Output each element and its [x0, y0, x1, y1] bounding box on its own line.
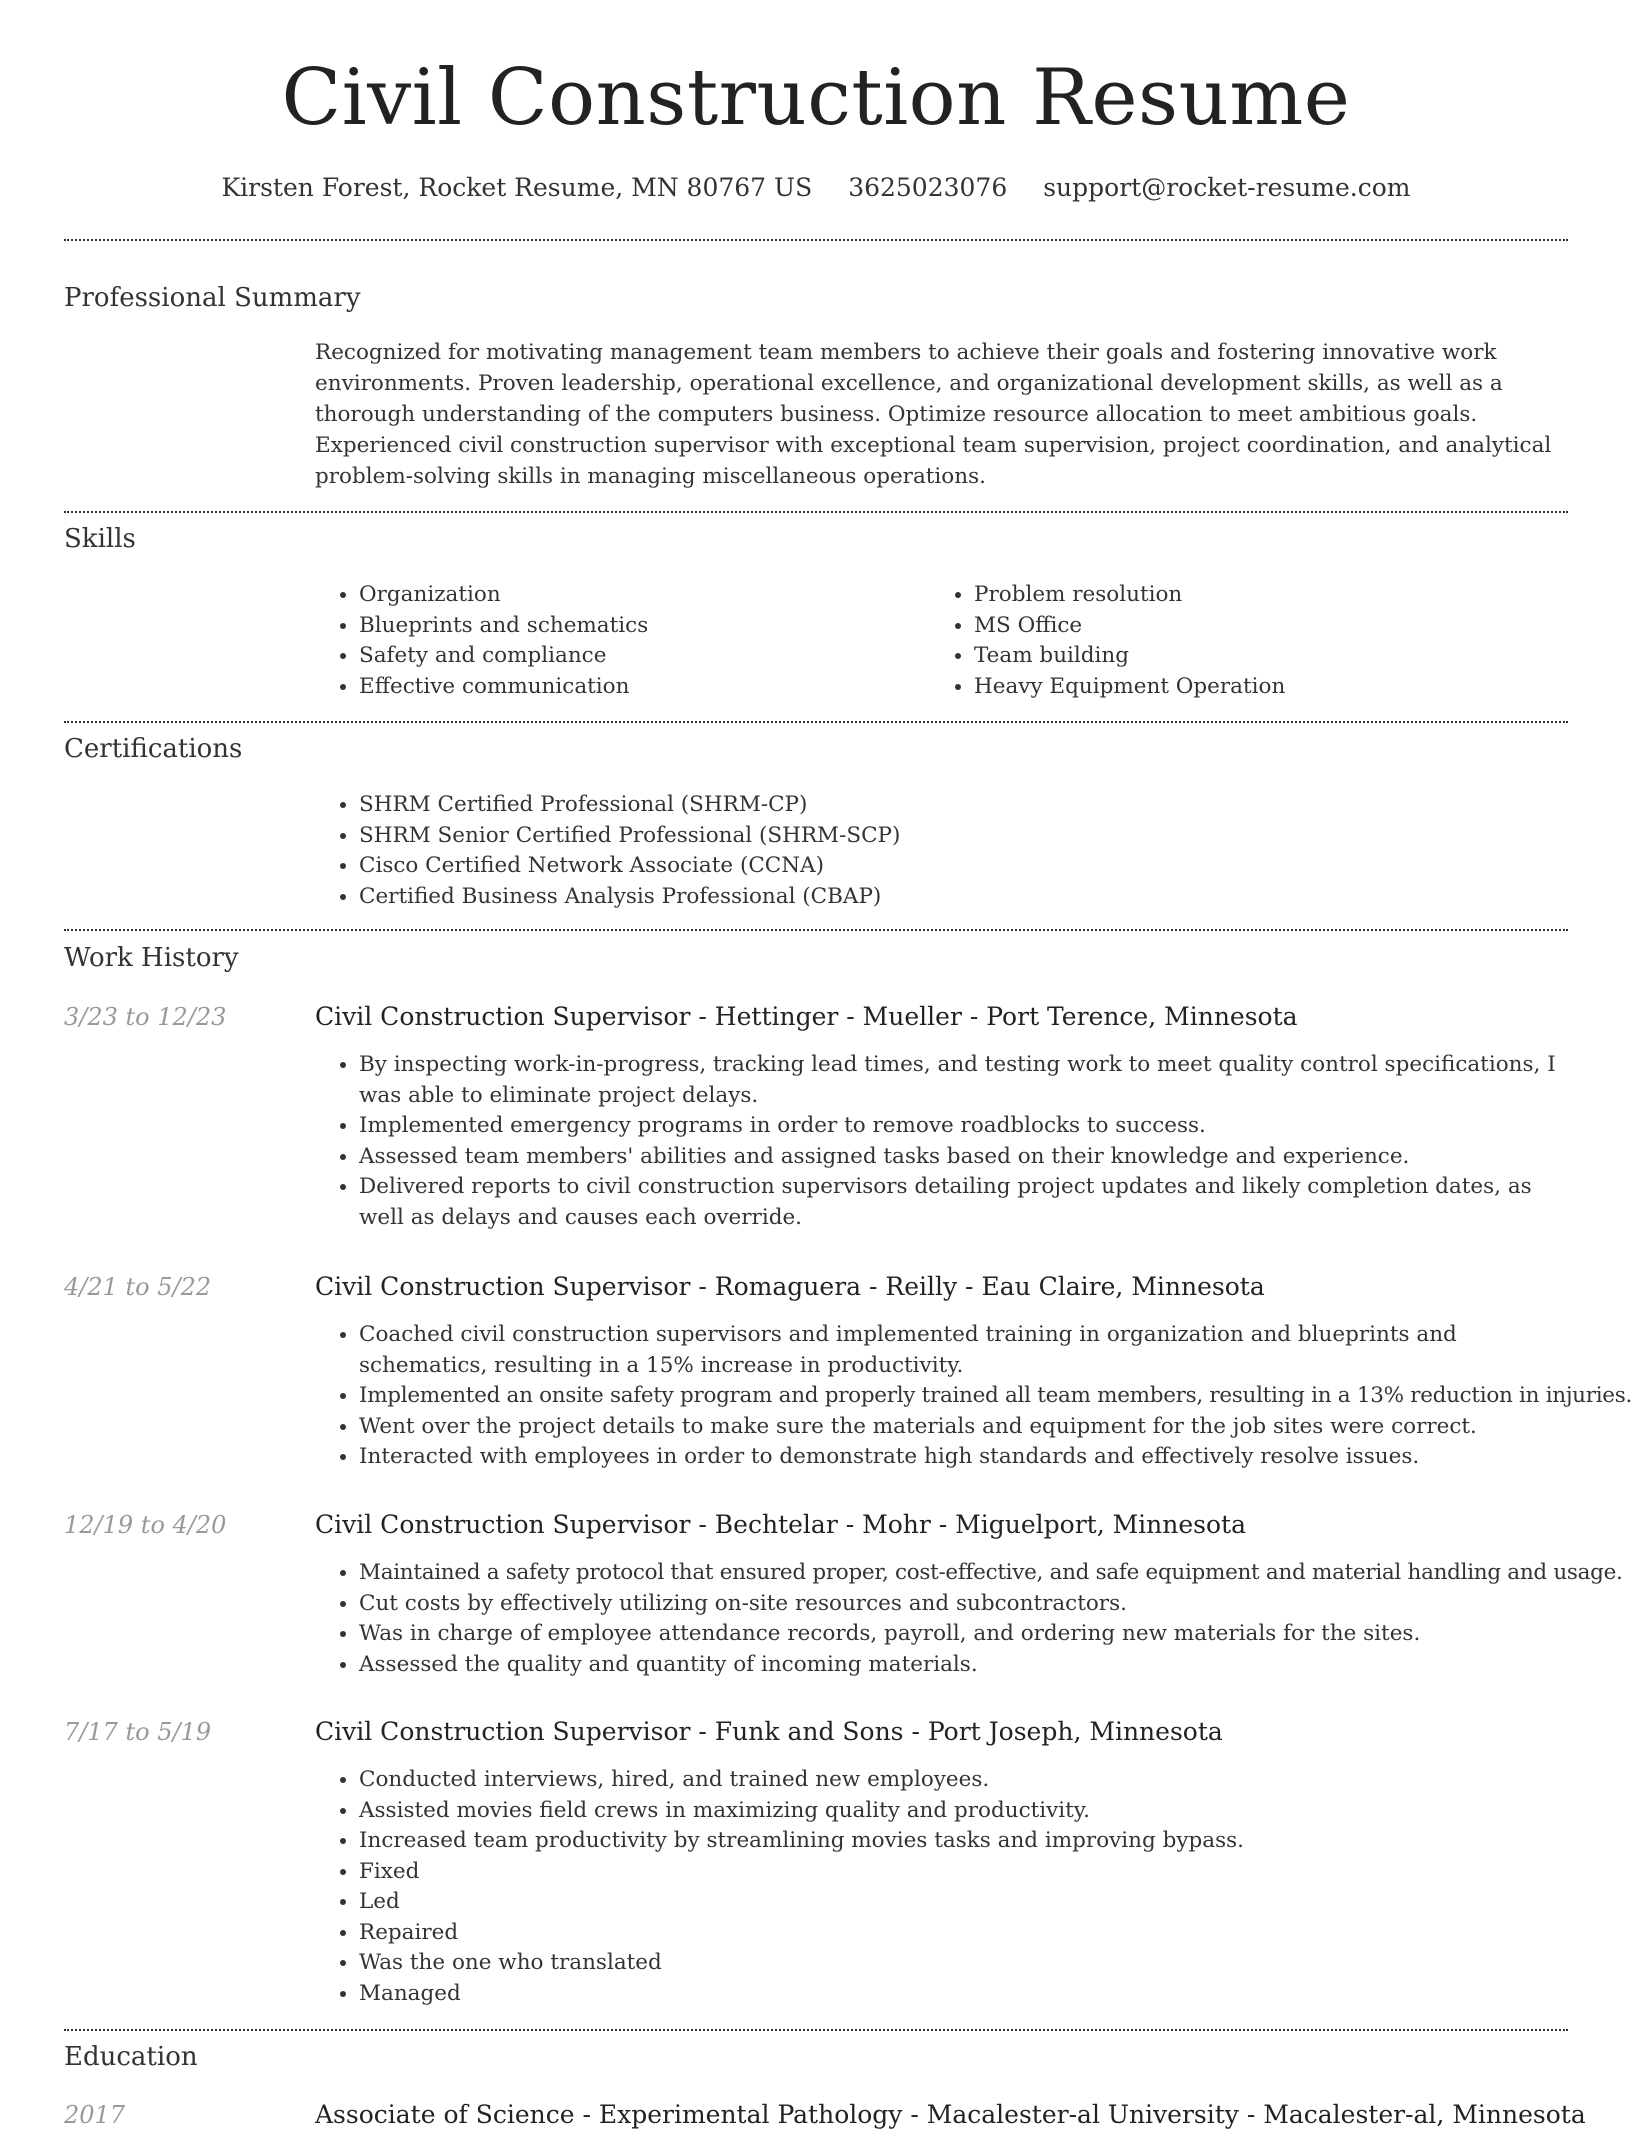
job-title: Civil Construction Supervisor - Funk and Sons - Port Joseph, Minnesota [315, 1717, 1223, 1746]
summary-text: Recognized for motivating management team members to achieve their goals and fostering innovative work environments. Proven leadership, operational excellence, and organizational development skills, as well as a thorough understanding of the computers business. Optimize resource allocation to meet ambitious goals. Experienced civil construction supervisor with exceptional team supervision, project coordination, and analytical problem-solving skills in managing miscellaneous operations. [315, 340, 1552, 489]
job-bullets [315, 1050, 1568, 1233]
job-dates: 3/23 to 12/23 [64, 1003, 227, 1031]
certification-item: • Cisco Certified Network Associate (CCNA) [359, 851, 1612, 882]
contact-email: support@rocket-resume.com [1043, 173, 1411, 202]
education-year: 2017 [64, 2101, 126, 2129]
section-divider [64, 511, 1568, 513]
job-bullet: • Repaired [359, 1918, 1568, 1949]
section-divider [64, 2029, 1568, 2031]
job-bullets [315, 1765, 1568, 2009]
job-title: Civil Construction Supervisor - Romaguera - Reilly - Eau Claire, Minnesota [315, 1272, 1265, 1301]
certifications-list [315, 790, 1612, 912]
job-bullet: • Implemented emergency programs in order to remove roadblocks to success. [359, 1111, 1568, 1142]
job-bullet: • Delivered reports to civil construction supervisors detailing project updates and likely completion dates, as well as delays and causes each override. [359, 1172, 1568, 1233]
job-bullet: • Increased team productivity by streamlining movies tasks and improving bypass. [359, 1826, 1568, 1857]
skills-list-left [315, 580, 929, 702]
job-bullet: • By inspecting work-in-progress, tracking lead times, and testing work to meet quality control specifications, I was able to eliminate project delays. [359, 1050, 1568, 1111]
section-divider [64, 929, 1568, 931]
education-heading: Education [64, 2042, 198, 2072]
job-title: Civil Construction Supervisor - Hettinger - Mueller - Port Terence, Minnesota [315, 1002, 1298, 1031]
job-bullet: • Managed [359, 1979, 1568, 2010]
job-bullet: • Maintained a safety protocol that ensured proper, cost-effective, and safe equipment and material handling and usage. [359, 1558, 1568, 1589]
skill-item: • Effective communication [359, 672, 929, 703]
work-history-heading: Work History [64, 943, 239, 973]
contact-address: Kirsten Forest, Rocket Resume, MN 80767 US [221, 173, 813, 202]
job-bullet: • Went over the project details to make sure the materials and equipment for the job sites were correct. [359, 1412, 1568, 1443]
job-bullet: • Implemented an onsite safety program and properly trained all team members, resulting in a 13% reduction in injuries. [359, 1381, 1568, 1412]
job-bullet: • Conducted interviews, hired, and trained new employees. [359, 1765, 1568, 1796]
skills-heading: Skills [64, 524, 136, 554]
job-bullets [315, 1320, 1632, 1473]
skill-item: • Heavy Equipment Operation [974, 672, 1574, 703]
job-bullet: • Assessed team members' abilities and assigned tasks based on their knowledge and experience. [359, 1142, 1568, 1173]
skills-list-right [930, 580, 1574, 702]
summary-heading: Professional Summary [64, 283, 361, 313]
education-entry: Associate of Science - Experimental Pathology - Macalester-al University - Macalester-al, Minnesota [315, 2100, 1586, 2129]
certification-item: • Certified Business Analysis Professional (CBAP) [359, 882, 1612, 913]
job-bullet: • Fixed [359, 1857, 1568, 1888]
job-dates: 7/17 to 5/19 [64, 1718, 212, 1746]
job-bullets [315, 1558, 1623, 1680]
contact-phone: 3625023076 [848, 173, 1008, 202]
skill-item: • Blueprints and schematics [359, 611, 929, 642]
skill-item: • Team building [974, 641, 1574, 672]
contact-line [64, 168, 1568, 208]
job-dates: 4/21 to 5/22 [64, 1273, 212, 1301]
section-divider [64, 239, 1568, 241]
certification-item: • SHRM Senior Certified Professional (SHRM-SCP) [359, 821, 1612, 852]
skill-item: • Organization [359, 580, 929, 611]
skill-item: • Safety and compliance [359, 641, 929, 672]
job-bullet: • Was the one who translated [359, 1948, 1568, 1979]
job-bullet: • Assisted movies field crews in maximizing quality and productivity. [359, 1796, 1568, 1827]
section-divider [64, 721, 1568, 723]
certifications-heading: Certifications [64, 734, 243, 764]
job-bullet: • Interacted with employees in order to demonstrate high standards and effectively resolve issues. [359, 1442, 1568, 1473]
job-bullet: • Assessed the quality and quantity of incoming materials. [359, 1650, 1568, 1681]
job-bullet: • Coached civil construction supervisors and implemented training in organization and blueprints and schematics, resulting in a 15% increase in productivity. [359, 1320, 1568, 1381]
skill-item: • Problem resolution [974, 580, 1574, 611]
job-dates: 12/19 to 4/20 [64, 1511, 227, 1539]
job-bullet: • Was in charge of employee attendance records, payroll, and ordering new materials for the sites. [359, 1619, 1568, 1650]
job-title: Civil Construction Supervisor - Bechtelar - Mohr - Miguelport, Minnesota [315, 1510, 1247, 1539]
job-bullet: • Cut costs by effectively utilizing on-site resources and subcontractors. [359, 1589, 1568, 1620]
certification-item: • SHRM Certified Professional (SHRM-CP) [359, 790, 1612, 821]
resume-title: Civil Construction Resume [281, 53, 1351, 143]
job-bullet: • Led [359, 1887, 1568, 1918]
skill-item: • MS Office [974, 611, 1574, 642]
